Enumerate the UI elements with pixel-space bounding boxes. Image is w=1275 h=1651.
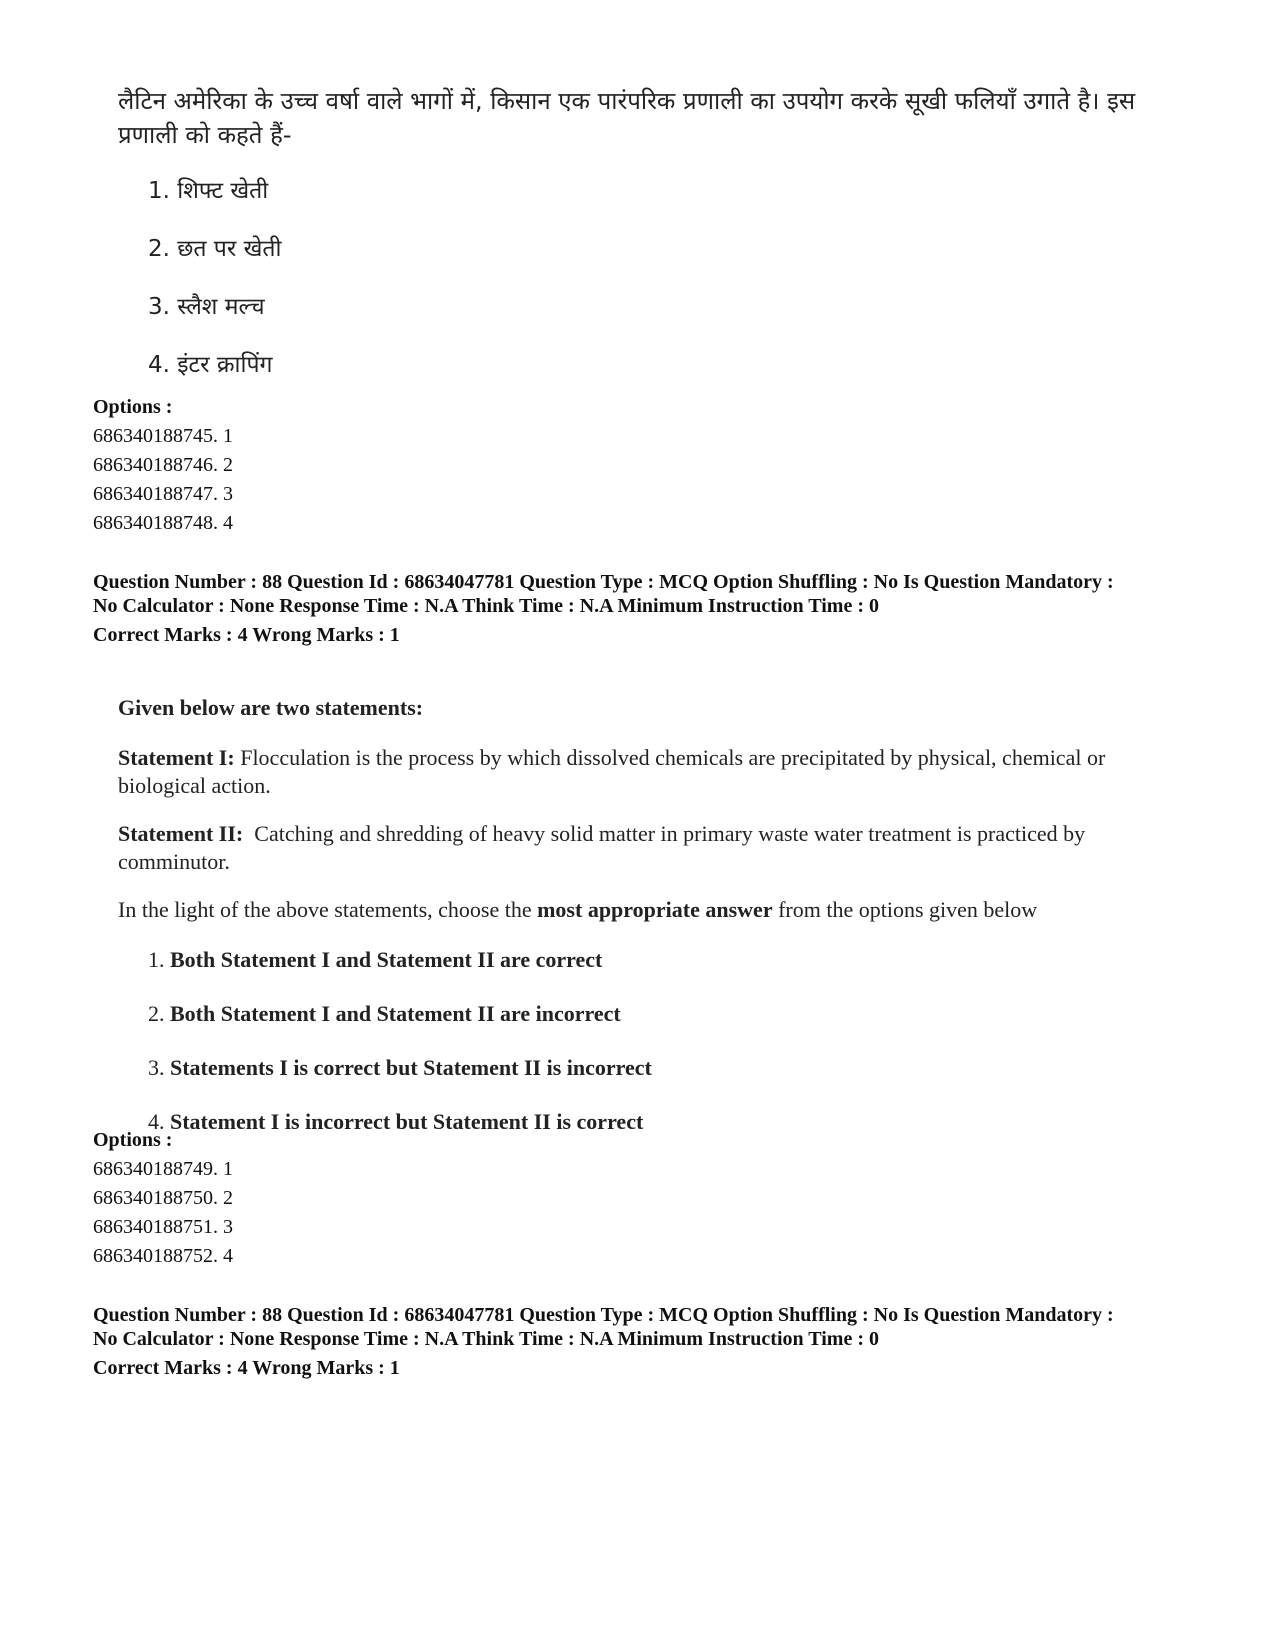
question-meta bbox=[93, 570, 1203, 647]
options-title: Options : bbox=[93, 1129, 173, 1151]
choice-number: 4. bbox=[148, 1109, 165, 1134]
choice-item bbox=[148, 234, 281, 292]
choice-text: स्लैश मल्च bbox=[177, 294, 265, 320]
question-choices-english bbox=[148, 946, 1188, 1162]
statement-text: Catching and shredding of heavy solid matter in primary waste water treatment is practiced by comminutor. bbox=[118, 821, 1091, 874]
choice-item bbox=[148, 1000, 1188, 1054]
choice-item bbox=[148, 1108, 1188, 1162]
instruction-line bbox=[118, 896, 1188, 924]
statement-label: Statement I: bbox=[118, 745, 235, 770]
choice-number: 2. bbox=[148, 236, 170, 262]
choice-text: Statements I is correct but Statement II is incorrect bbox=[170, 1055, 652, 1080]
statement-text: Flocculation is the process by which dissolved chemicals are precipitated by physical, chemical or biological action. bbox=[118, 745, 1106, 798]
question-meta-line: Question Number : 88 Question Id : 68634047781 Question Type : MCQ Option Shuffling : No Is Question Mandatory : bbox=[93, 571, 1114, 593]
statement-2 bbox=[118, 820, 1188, 876]
choice-text: शिफ्ट खेती bbox=[177, 178, 269, 204]
choice-item bbox=[148, 176, 281, 234]
option-row: 686340188748. 4 bbox=[93, 512, 233, 534]
question-marks: Correct Marks : 4 Wrong Marks : 1 bbox=[93, 1357, 400, 1379]
choice-number: 1. bbox=[148, 947, 165, 972]
options-list bbox=[93, 1126, 233, 1271]
choice-text: Both Statement I and Statement II are incorrect bbox=[170, 1001, 621, 1026]
instruction-text: from the options given below bbox=[772, 897, 1038, 922]
question-meta bbox=[93, 1303, 1203, 1380]
option-row: 686340188746. 2 bbox=[93, 454, 233, 476]
choice-number: 3. bbox=[148, 294, 170, 320]
instruction-text: In the light of the above statements, choose the bbox=[118, 897, 538, 922]
choice-text: Statement I is incorrect but Statement II is correct bbox=[170, 1109, 644, 1134]
choice-item bbox=[148, 1054, 1188, 1108]
options-title: Options : bbox=[93, 396, 173, 418]
question-meta-line: Question Number : 88 Question Id : 68634047781 Question Type : MCQ Option Shuffling : No Is Question Mandatory : bbox=[93, 1304, 1114, 1326]
question-meta-line: No Calculator : None Response Time : N.A Think Time : N.A Minimum Instruction Time : 0 bbox=[93, 1328, 879, 1350]
instruction-emphasis: most appropriate answer bbox=[537, 897, 773, 922]
choice-number: 4. bbox=[148, 352, 170, 378]
question-choices-hindi bbox=[148, 176, 281, 408]
choice-text: छत पर खेती bbox=[177, 236, 282, 262]
choice-item bbox=[148, 292, 281, 350]
choice-number: 3. bbox=[148, 1055, 165, 1080]
question-intro: Given below are two statements: bbox=[118, 695, 424, 720]
option-row: 686340188750. 2 bbox=[93, 1187, 233, 1209]
choice-text: Both Statement I and Statement II are correct bbox=[170, 947, 603, 972]
choice-item bbox=[148, 946, 1188, 1000]
option-row: 686340188747. 3 bbox=[93, 483, 233, 505]
option-row: 686340188751. 3 bbox=[93, 1216, 233, 1238]
question-text-hindi: लैटिन अमेरिका के उच्च वर्षा वाले भागों में, किसान एक पारंपरिक प्रणाली का उपयोग करके सूखी फलियाँ उगाते है। इस प्रणाली को कहते हैं- bbox=[118, 87, 1136, 149]
choice-text: इंटर क्रापिंग bbox=[177, 352, 273, 378]
question-text-english bbox=[118, 694, 1188, 1162]
question-marks: Correct Marks : 4 Wrong Marks : 1 bbox=[93, 624, 400, 646]
option-row: 686340188749. 1 bbox=[93, 1158, 233, 1180]
choice-number: 1. bbox=[148, 178, 170, 204]
option-row: 686340188752. 4 bbox=[93, 1245, 233, 1267]
choice-number: 2. bbox=[148, 1001, 165, 1026]
statement-label: Statement II: bbox=[118, 821, 244, 846]
statement-1 bbox=[118, 744, 1188, 800]
option-row: 686340188745. 1 bbox=[93, 425, 233, 447]
question-meta-line: No Calculator : None Response Time : N.A Think Time : N.A Minimum Instruction Time : 0 bbox=[93, 595, 879, 617]
options-list bbox=[93, 393, 233, 538]
